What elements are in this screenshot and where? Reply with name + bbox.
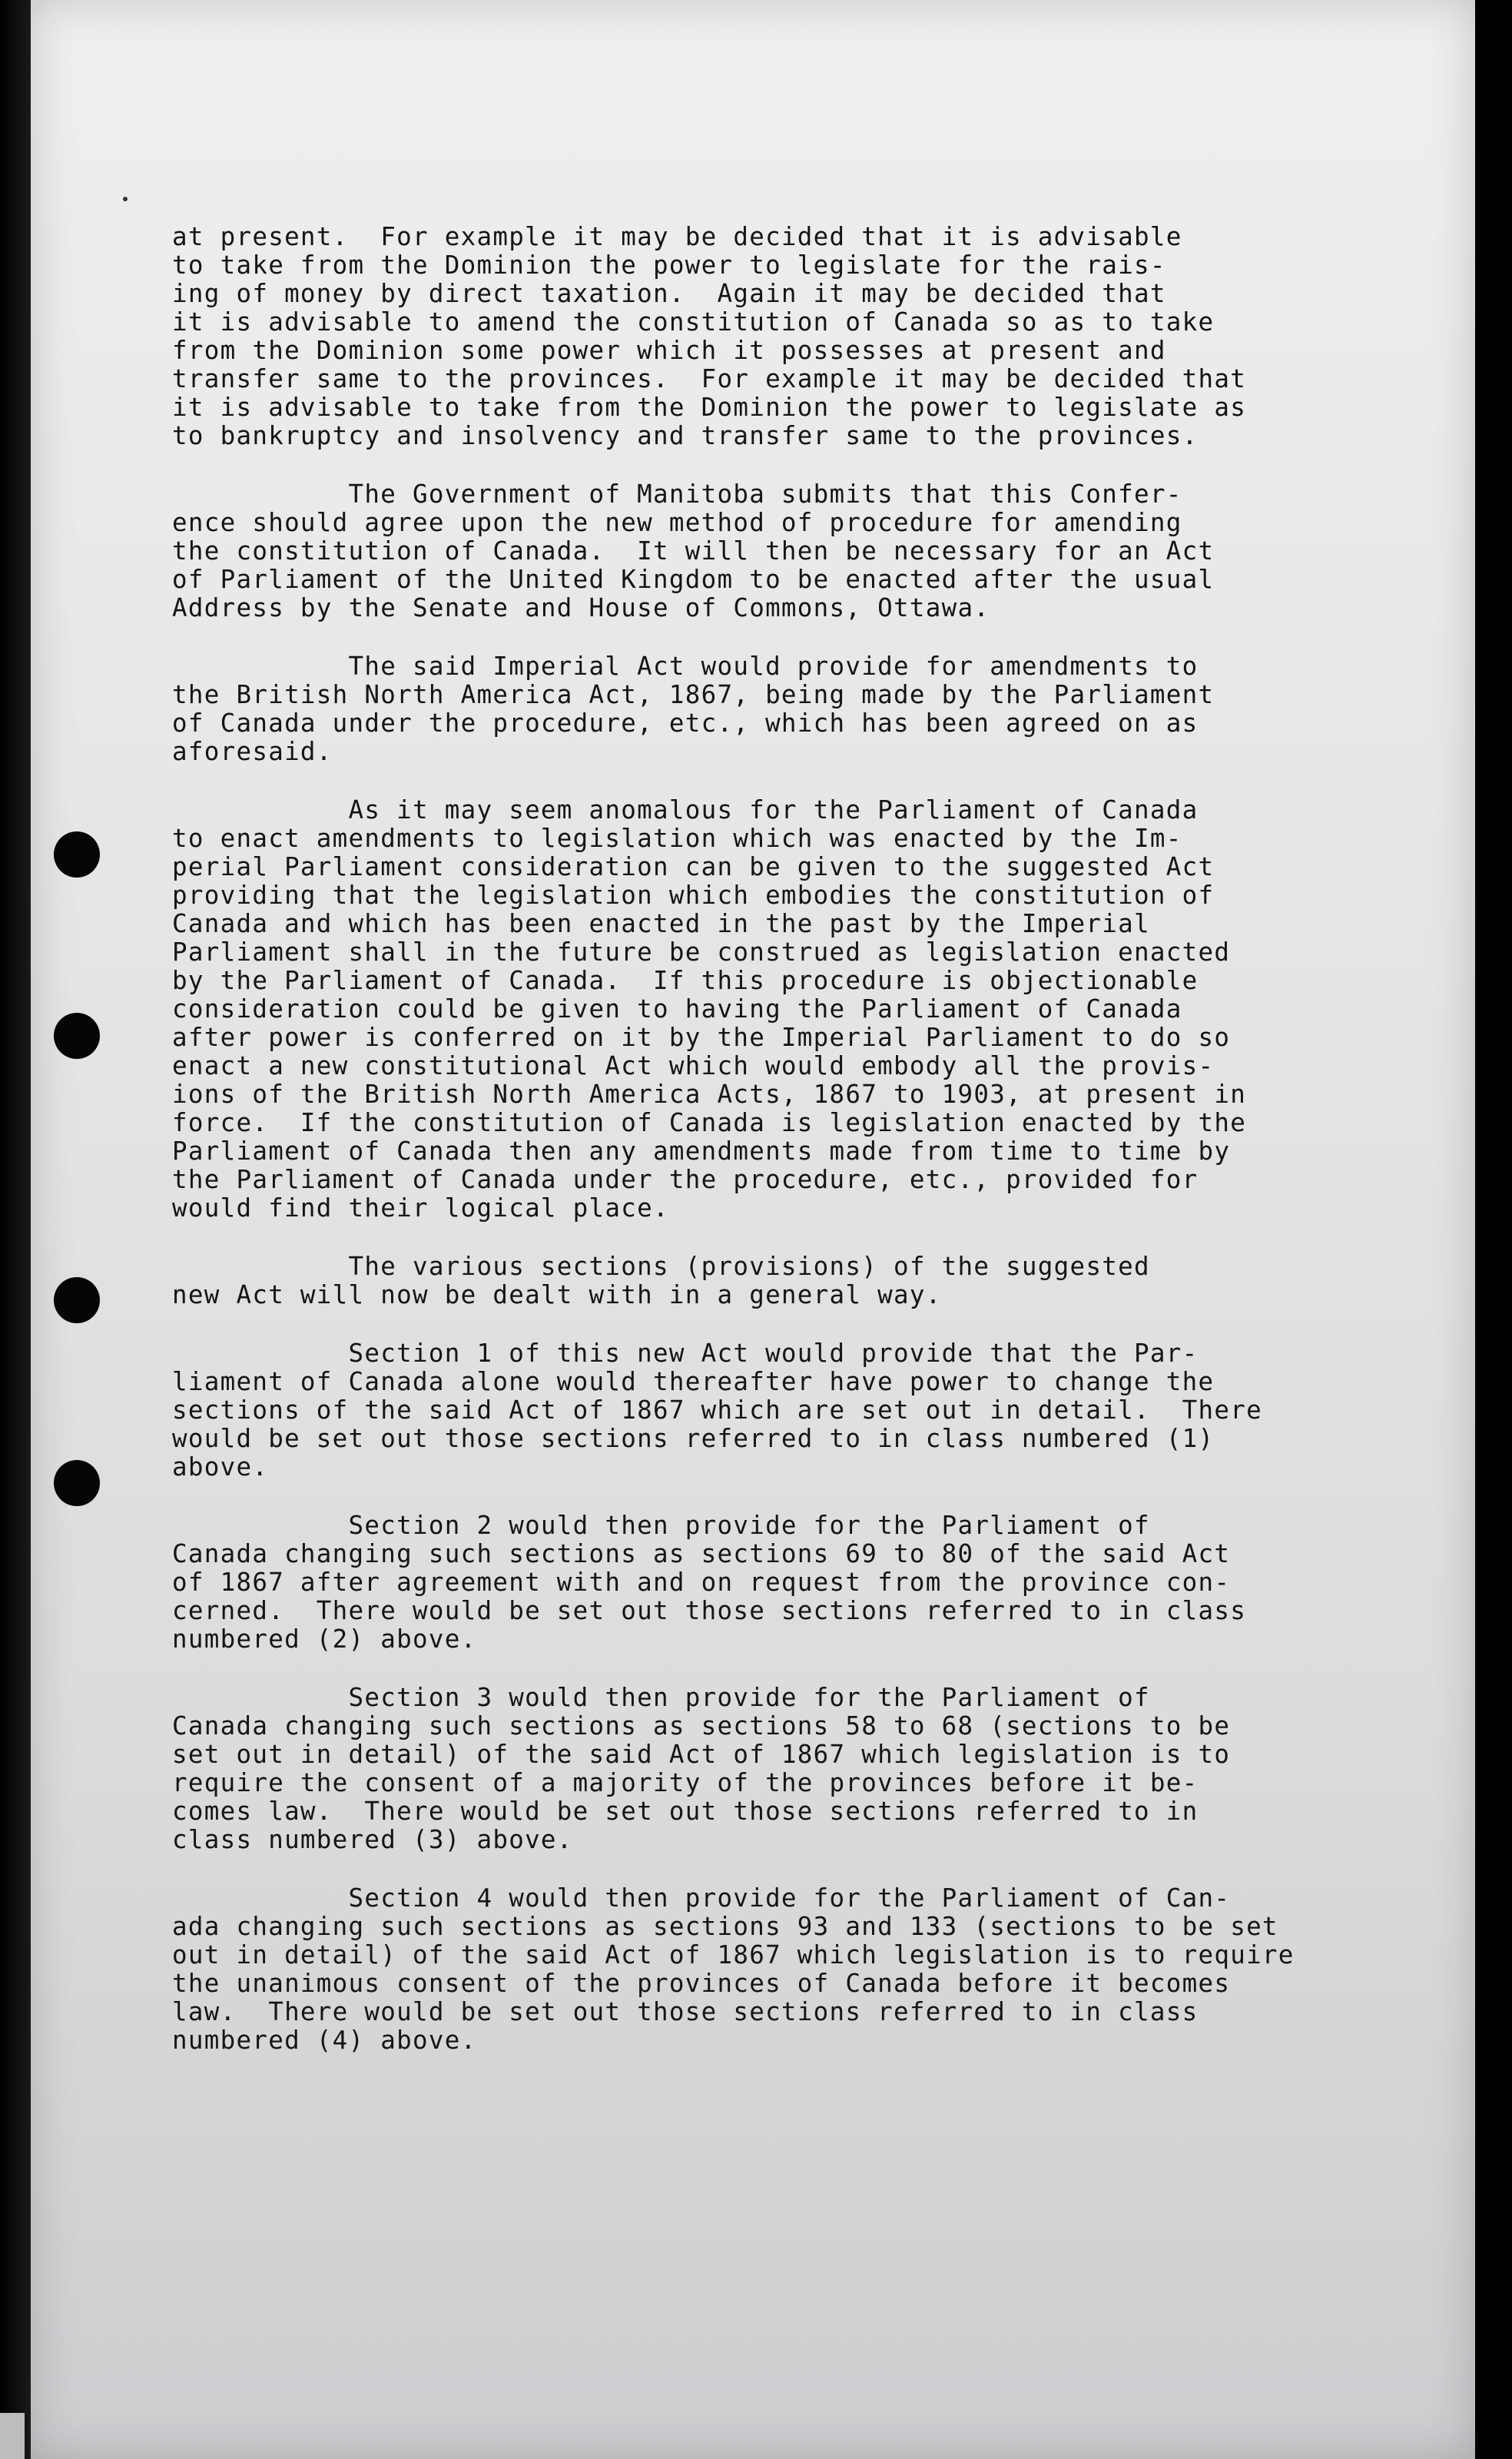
text-line: out in detail) of the said Act of 1867 which legislation is to require — [172, 1940, 1295, 1970]
text-line: enact a new constitutional Act which would embody all the provis- — [172, 1051, 1215, 1080]
punch-hole-1 — [54, 831, 100, 878]
paragraph — [172, 1884, 1309, 2055]
text-line: Canada and which has been enacted in the past by the Imperial — [172, 909, 1150, 938]
page-mark-dot — [123, 197, 128, 201]
text-line: by the Parliament of Canada. If this procedure is objectionable — [172, 966, 1199, 995]
text-line: at present. For example it may be decided that it is advisable — [172, 222, 1182, 251]
text-line: would find their logical place. — [172, 1193, 669, 1223]
text-line: Section 4 would then provide for the Parliament of Can- — [172, 1883, 1231, 1913]
scan-corner-tag — [0, 2413, 25, 2459]
text-line: Canada changing such sections as sections 58 to 68 (sections to be — [172, 1711, 1231, 1741]
text-line: would be set out those sections referred to in class numbered (1) — [172, 1424, 1215, 1453]
text-line: Parliament of Canada then any amendments made from time to time by — [172, 1137, 1231, 1166]
text-line: of 1867 after agreement with and on request from the province con- — [172, 1568, 1231, 1597]
text-line: Address by the Senate and House of Commons, Ottawa. — [172, 593, 990, 622]
text-line: require the consent of a majority of the provinces before it be- — [172, 1768, 1199, 1797]
document-body — [172, 223, 1309, 2085]
paragraph — [172, 652, 1309, 766]
text-line: transfer same to the provinces. For example it may be decided that — [172, 364, 1247, 393]
text-line: new Act will now be dealt with in a general way. — [172, 1280, 942, 1309]
text-line: numbered (2) above. — [172, 1624, 477, 1654]
scan-left-edge — [0, 0, 31, 2459]
text-line: law. There would be set out those sections referred to in class — [172, 1997, 1199, 2026]
text-line: perial Parliament consideration can be given to the suggested Act — [172, 852, 1215, 881]
text-line: sections of the said Act of 1867 which are set out in detail. There — [172, 1395, 1262, 1425]
text-line: after power is conferred on it by the Imperial Parliament to do so — [172, 1023, 1231, 1052]
paragraph — [172, 796, 1309, 1223]
text-line: to bankruptcy and insolvency and transfer same to the provinces. — [172, 421, 1199, 450]
text-line: the British North America Act, 1867, being made by the Parliament — [172, 680, 1215, 709]
text-line: force. If the constitution of Canada is legislation enacted by the — [172, 1108, 1247, 1137]
text-line: Section 3 would then provide for the Parliament of — [172, 1683, 1150, 1712]
text-line: to take from the Dominion the power to legislate for the rais- — [172, 251, 1166, 280]
punch-hole-4 — [54, 1460, 100, 1506]
text-line: ada changing such sections as sections 93 and 133 (sections to be set — [172, 1912, 1278, 1941]
text-line: ence should agree upon the new method of procedure for amending — [172, 508, 1182, 537]
text-line: it is advisable to amend the constitution of Canada so as to take — [172, 307, 1215, 337]
punch-hole-2 — [54, 1013, 100, 1059]
text-line: of Canada under the procedure, etc., which has been agreed on as — [172, 708, 1199, 738]
text-line: As it may seem anomalous for the Parliament of Canada — [172, 795, 1199, 825]
text-line: the constitution of Canada. It will then be necessary for an Act — [172, 536, 1215, 566]
text-line: Section 1 of this new Act would provide that the Par- — [172, 1339, 1199, 1368]
text-line: liament of Canada alone would thereafter have power to change the — [172, 1367, 1215, 1396]
paragraph — [172, 1512, 1309, 1654]
text-line: consideration could be given to having the Parliament of Canada — [172, 994, 1182, 1024]
text-line: providing that the legislation which embodies the constitution of — [172, 881, 1215, 910]
text-line: from the Dominion some power which it possesses at present and — [172, 336, 1166, 365]
text-line: set out in detail) of the said Act of 1867 which legislation is to — [172, 1740, 1231, 1769]
text-line: Parliament shall in the future be construed as legislation enacted — [172, 937, 1231, 967]
text-line: aforesaid. — [172, 737, 333, 766]
text-line: comes law. There would be set out those sections referred to in — [172, 1797, 1199, 1826]
paragraph — [172, 1684, 1309, 1854]
text-line: of Parliament of the United Kingdom to be enacted after the usual — [172, 565, 1215, 594]
paragraph — [172, 223, 1309, 450]
text-line: Canada changing such sections as sections 69 to 80 of the said Act — [172, 1539, 1231, 1568]
text-line: The Government of Manitoba submits that this Confer- — [172, 480, 1182, 509]
text-line: Section 2 would then provide for the Parliament of — [172, 1511, 1150, 1540]
text-line: numbered (4) above. — [172, 2026, 477, 2055]
text-line: class numbered (3) above. — [172, 1825, 573, 1854]
paragraph — [172, 480, 1309, 622]
text-line: the Parliament of Canada under the procedure, etc., provided for — [172, 1165, 1199, 1194]
text-line: ions of the British North America Acts, 1867 to 1903, at present in — [172, 1080, 1247, 1109]
paragraph — [172, 1253, 1309, 1309]
paragraph — [172, 1339, 1309, 1482]
text-line: the unanimous consent of the provinces of Canada before it becomes — [172, 1969, 1231, 1998]
text-line: The said Imperial Act would provide for amendments to — [172, 652, 1199, 681]
text-line: cerned. There would be set out those sections referred to in class — [172, 1596, 1247, 1625]
punch-hole-3 — [54, 1277, 100, 1323]
text-line: ing of money by direct taxation. Again it may be decided that — [172, 279, 1166, 308]
text-line: to enact amendments to legislation which was enacted by the Im- — [172, 824, 1182, 853]
text-line: The various sections (provisions) of the suggested — [172, 1252, 1150, 1281]
text-line: above. — [172, 1452, 269, 1482]
text-line: it is advisable to take from the Dominion the power to legislate as — [172, 393, 1247, 422]
